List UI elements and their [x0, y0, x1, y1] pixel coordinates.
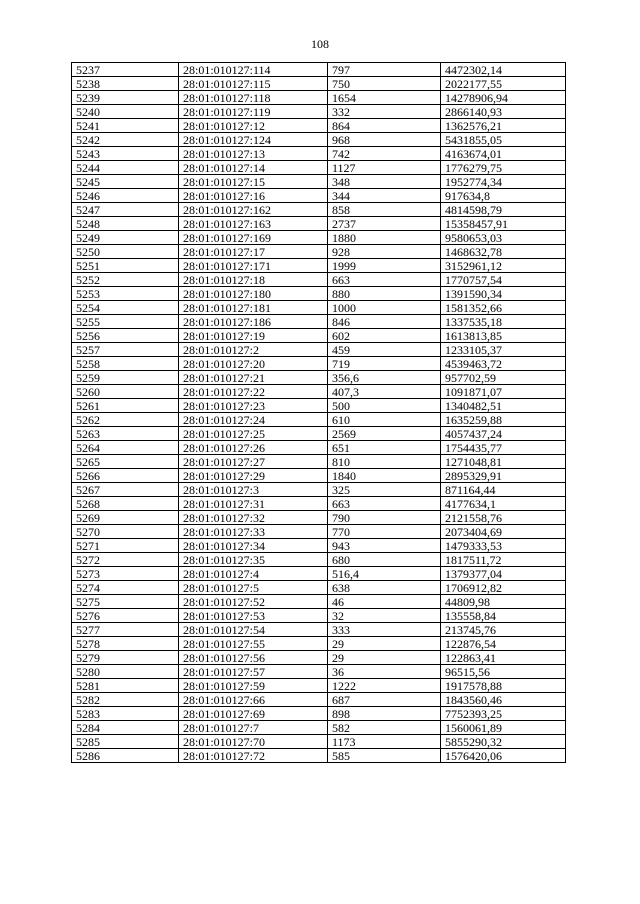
cadastral-number-cell: 28:01:010127:163 — [179, 217, 328, 231]
row-number-cell: 5270 — [72, 525, 179, 539]
value-cell: 1271048,81 — [441, 455, 566, 469]
cadastral-number-cell: 28:01:010127:25 — [179, 427, 328, 441]
cadastral-number-cell: 28:01:010127:5 — [179, 581, 328, 595]
row-number-cell: 5269 — [72, 511, 179, 525]
table-row — [72, 441, 566, 455]
table-row — [72, 189, 566, 203]
value-cell: 135558,84 — [441, 609, 566, 623]
table-row — [72, 245, 566, 259]
table-row — [72, 371, 566, 385]
row-number-cell: 5275 — [72, 595, 179, 609]
area-cell: 29 — [328, 637, 441, 651]
cadastral-number-cell: 28:01:010127:115 — [179, 77, 328, 91]
cadastral-number-cell: 28:01:010127:23 — [179, 399, 328, 413]
table-row — [72, 735, 566, 749]
cadastral-number-cell: 28:01:010127:180 — [179, 287, 328, 301]
area-cell: 46 — [328, 595, 441, 609]
table-row — [72, 231, 566, 245]
area-cell: 332 — [328, 105, 441, 119]
row-number-cell: 5238 — [72, 77, 179, 91]
value-cell: 1635259,88 — [441, 413, 566, 427]
value-cell: 2866140,93 — [441, 105, 566, 119]
table-row — [72, 385, 566, 399]
area-cell: 459 — [328, 343, 441, 357]
row-number-cell: 5276 — [72, 609, 179, 623]
area-cell: 1000 — [328, 301, 441, 315]
area-cell: 651 — [328, 441, 441, 455]
area-cell: 1173 — [328, 735, 441, 749]
row-number-cell: 5278 — [72, 637, 179, 651]
value-cell: 1337535,18 — [441, 315, 566, 329]
value-cell: 1754435,77 — [441, 441, 566, 455]
table-row — [72, 539, 566, 553]
table-row — [72, 497, 566, 511]
value-cell: 917634,8 — [441, 189, 566, 203]
area-cell: 1222 — [328, 679, 441, 693]
table-row — [72, 679, 566, 693]
row-number-cell: 5243 — [72, 147, 179, 161]
row-number-cell: 5258 — [72, 357, 179, 371]
area-cell: 2569 — [328, 427, 441, 441]
row-number-cell: 5237 — [72, 63, 179, 77]
row-number-cell: 5252 — [72, 273, 179, 287]
row-number-cell: 5262 — [72, 413, 179, 427]
cadastral-number-cell: 28:01:010127:32 — [179, 511, 328, 525]
value-cell: 4177634,1 — [441, 497, 566, 511]
table-row — [72, 203, 566, 217]
table-row — [72, 161, 566, 175]
area-cell: 602 — [328, 329, 441, 343]
row-number-cell: 5265 — [72, 455, 179, 469]
row-number-cell: 5264 — [72, 441, 179, 455]
area-cell: 750 — [328, 77, 441, 91]
cadastral-number-cell: 28:01:010127:27 — [179, 455, 328, 469]
table-row — [72, 581, 566, 595]
area-cell: 638 — [328, 581, 441, 595]
value-cell: 1776279,75 — [441, 161, 566, 175]
area-cell: 1654 — [328, 91, 441, 105]
value-cell: 2895329,91 — [441, 469, 566, 483]
area-cell: 680 — [328, 553, 441, 567]
table-row — [72, 287, 566, 301]
cadastral-number-cell: 28:01:010127:31 — [179, 497, 328, 511]
table-row — [72, 77, 566, 91]
table-row — [72, 259, 566, 273]
cadastral-number-cell: 28:01:010127:20 — [179, 357, 328, 371]
area-cell: 846 — [328, 315, 441, 329]
row-number-cell: 5281 — [72, 679, 179, 693]
value-cell: 96515,56 — [441, 665, 566, 679]
value-cell: 5855290,32 — [441, 735, 566, 749]
cadastral-number-cell: 28:01:010127:2 — [179, 343, 328, 357]
cadastral-number-cell: 28:01:010127:18 — [179, 273, 328, 287]
row-number-cell: 5279 — [72, 651, 179, 665]
table-row — [72, 273, 566, 287]
cadastral-number-cell: 28:01:010127:12 — [179, 119, 328, 133]
value-cell: 1613813,85 — [441, 329, 566, 343]
area-cell: 880 — [328, 287, 441, 301]
area-cell: 32 — [328, 609, 441, 623]
table-row — [72, 651, 566, 665]
cadastral-number-cell: 28:01:010127:7 — [179, 721, 328, 735]
value-cell: 1479333,53 — [441, 539, 566, 553]
value-cell: 2073404,69 — [441, 525, 566, 539]
row-number-cell: 5284 — [72, 721, 179, 735]
cadastral-number-cell: 28:01:010127:162 — [179, 203, 328, 217]
row-number-cell: 5272 — [72, 553, 179, 567]
area-cell: 1880 — [328, 231, 441, 245]
value-cell: 4539463,72 — [441, 357, 566, 371]
table-row — [72, 329, 566, 343]
table-row — [72, 595, 566, 609]
table-row — [72, 749, 566, 763]
value-cell: 1091871,07 — [441, 385, 566, 399]
row-number-cell: 5260 — [72, 385, 179, 399]
row-number-cell: 5271 — [72, 539, 179, 553]
value-cell: 213745,76 — [441, 623, 566, 637]
row-number-cell: 5257 — [72, 343, 179, 357]
area-cell: 1840 — [328, 469, 441, 483]
value-cell: 871164,44 — [441, 483, 566, 497]
area-cell: 407,3 — [328, 385, 441, 399]
value-cell: 2121558,76 — [441, 511, 566, 525]
cadastral-number-cell: 28:01:010127:171 — [179, 259, 328, 273]
table-row — [72, 483, 566, 497]
area-cell: 516,4 — [328, 567, 441, 581]
area-cell: 582 — [328, 721, 441, 735]
cadastral-number-cell: 28:01:010127:69 — [179, 707, 328, 721]
table-row — [72, 63, 566, 77]
table-row — [72, 343, 566, 357]
cadastral-number-cell: 28:01:010127:55 — [179, 637, 328, 651]
value-cell: 7752393,25 — [441, 707, 566, 721]
row-number-cell: 5255 — [72, 315, 179, 329]
cadastral-number-cell: 28:01:010127:186 — [179, 315, 328, 329]
parcel-table — [71, 62, 566, 763]
value-cell: 1560061,89 — [441, 721, 566, 735]
value-cell: 122863,41 — [441, 651, 566, 665]
cadastral-number-cell: 28:01:010127:118 — [179, 91, 328, 105]
row-number-cell: 5277 — [72, 623, 179, 637]
table-body — [72, 63, 566, 763]
cadastral-number-cell: 28:01:010127:21 — [179, 371, 328, 385]
row-number-cell: 5245 — [72, 175, 179, 189]
value-cell: 4472302,14 — [441, 63, 566, 77]
area-cell: 797 — [328, 63, 441, 77]
area-cell: 344 — [328, 189, 441, 203]
table-row — [72, 525, 566, 539]
value-cell: 4814598,79 — [441, 203, 566, 217]
cadastral-number-cell: 28:01:010127:3 — [179, 483, 328, 497]
cadastral-number-cell: 28:01:010127:35 — [179, 553, 328, 567]
area-cell: 36 — [328, 665, 441, 679]
value-cell: 14278906,94 — [441, 91, 566, 105]
cadastral-number-cell: 28:01:010127:33 — [179, 525, 328, 539]
cadastral-number-cell: 28:01:010127:70 — [179, 735, 328, 749]
row-number-cell: 5266 — [72, 469, 179, 483]
value-cell: 3152961,12 — [441, 259, 566, 273]
cadastral-number-cell: 28:01:010127:29 — [179, 469, 328, 483]
table-row — [72, 637, 566, 651]
value-cell: 1379377,04 — [441, 567, 566, 581]
area-cell: 348 — [328, 175, 441, 189]
value-cell: 1233105,37 — [441, 343, 566, 357]
row-number-cell: 5248 — [72, 217, 179, 231]
cadastral-number-cell: 28:01:010127:14 — [179, 161, 328, 175]
value-cell: 1817511,72 — [441, 553, 566, 567]
value-cell: 4163674,01 — [441, 147, 566, 161]
area-cell: 790 — [328, 511, 441, 525]
cadastral-number-cell: 28:01:010127:59 — [179, 679, 328, 693]
area-cell: 928 — [328, 245, 441, 259]
area-cell: 29 — [328, 651, 441, 665]
value-cell: 4057437,24 — [441, 427, 566, 441]
value-cell: 15358457,91 — [441, 217, 566, 231]
row-number-cell: 5261 — [72, 399, 179, 413]
area-cell: 742 — [328, 147, 441, 161]
cadastral-number-cell: 28:01:010127:16 — [179, 189, 328, 203]
area-cell: 719 — [328, 357, 441, 371]
row-number-cell: 5239 — [72, 91, 179, 105]
table-row — [72, 119, 566, 133]
row-number-cell: 5280 — [72, 665, 179, 679]
cadastral-number-cell: 28:01:010127:56 — [179, 651, 328, 665]
value-cell: 1770757,54 — [441, 273, 566, 287]
area-cell: 1999 — [328, 259, 441, 273]
table-row — [72, 315, 566, 329]
area-cell: 858 — [328, 203, 441, 217]
row-number-cell: 5253 — [72, 287, 179, 301]
value-cell: 1340482,51 — [441, 399, 566, 413]
cadastral-number-cell: 28:01:010127:4 — [179, 567, 328, 581]
row-number-cell: 5263 — [72, 427, 179, 441]
area-cell: 2737 — [328, 217, 441, 231]
page-number: 108 — [311, 37, 329, 51]
cadastral-number-cell: 28:01:010127:114 — [179, 63, 328, 77]
row-number-cell: 5274 — [72, 581, 179, 595]
row-number-cell: 5283 — [72, 707, 179, 721]
row-number-cell: 5240 — [72, 105, 179, 119]
table-row — [72, 217, 566, 231]
area-cell: 687 — [328, 693, 441, 707]
table-row — [72, 553, 566, 567]
table-row — [72, 455, 566, 469]
area-cell: 356,6 — [328, 371, 441, 385]
area-cell: 968 — [328, 133, 441, 147]
cadastral-number-cell: 28:01:010127:72 — [179, 749, 328, 763]
table-row — [72, 427, 566, 441]
table-row — [72, 721, 566, 735]
area-cell: 610 — [328, 413, 441, 427]
area-cell: 585 — [328, 749, 441, 763]
row-number-cell: 5250 — [72, 245, 179, 259]
value-cell: 122876,54 — [441, 637, 566, 651]
value-cell: 1843560,46 — [441, 693, 566, 707]
row-number-cell: 5282 — [72, 693, 179, 707]
cadastral-number-cell: 28:01:010127:34 — [179, 539, 328, 553]
table-row — [72, 301, 566, 315]
area-cell: 333 — [328, 623, 441, 637]
value-cell: 1917578,88 — [441, 679, 566, 693]
row-number-cell: 5259 — [72, 371, 179, 385]
area-cell: 810 — [328, 455, 441, 469]
row-number-cell: 5254 — [72, 301, 179, 315]
area-cell: 1127 — [328, 161, 441, 175]
table-row — [72, 511, 566, 525]
table-row — [72, 707, 566, 721]
cadastral-number-cell: 28:01:010127:53 — [179, 609, 328, 623]
cadastral-number-cell: 28:01:010127:57 — [179, 665, 328, 679]
value-cell: 1362576,21 — [441, 119, 566, 133]
cadastral-number-cell: 28:01:010127:169 — [179, 231, 328, 245]
area-cell: 770 — [328, 525, 441, 539]
value-cell: 1706912,82 — [441, 581, 566, 595]
value-cell: 9580653,03 — [441, 231, 566, 245]
table-row — [72, 413, 566, 427]
value-cell: 2022177,55 — [441, 77, 566, 91]
row-number-cell: 5267 — [72, 483, 179, 497]
value-cell: 1581352,66 — [441, 301, 566, 315]
area-cell: 943 — [328, 539, 441, 553]
area-cell: 500 — [328, 399, 441, 413]
row-number-cell: 5251 — [72, 259, 179, 273]
cadastral-number-cell: 28:01:010127:19 — [179, 329, 328, 343]
table-row — [72, 567, 566, 581]
row-number-cell: 5273 — [72, 567, 179, 581]
table-row — [72, 147, 566, 161]
area-cell: 898 — [328, 707, 441, 721]
cadastral-number-cell: 28:01:010127:124 — [179, 133, 328, 147]
value-cell: 5431855,05 — [441, 133, 566, 147]
row-number-cell: 5268 — [72, 497, 179, 511]
cadastral-number-cell: 28:01:010127:52 — [179, 595, 328, 609]
area-cell: 864 — [328, 119, 441, 133]
area-cell: 663 — [328, 497, 441, 511]
area-cell: 325 — [328, 483, 441, 497]
value-cell: 1391590,34 — [441, 287, 566, 301]
cadastral-number-cell: 28:01:010127:54 — [179, 623, 328, 637]
cadastral-number-cell: 28:01:010127:22 — [179, 385, 328, 399]
cadastral-number-cell: 28:01:010127:24 — [179, 413, 328, 427]
table-row — [72, 133, 566, 147]
cadastral-number-cell: 28:01:010127:15 — [179, 175, 328, 189]
table-row — [72, 91, 566, 105]
table-row — [72, 665, 566, 679]
table-row — [72, 693, 566, 707]
row-number-cell: 5244 — [72, 161, 179, 175]
table-row — [72, 609, 566, 623]
area-cell: 663 — [328, 273, 441, 287]
value-cell: 44809,98 — [441, 595, 566, 609]
cadastral-number-cell: 28:01:010127:181 — [179, 301, 328, 315]
row-number-cell: 5256 — [72, 329, 179, 343]
row-number-cell: 5241 — [72, 119, 179, 133]
row-number-cell: 5247 — [72, 203, 179, 217]
table-row — [72, 399, 566, 413]
table-row — [72, 175, 566, 189]
value-cell: 957702,59 — [441, 371, 566, 385]
row-number-cell: 5242 — [72, 133, 179, 147]
table-row — [72, 469, 566, 483]
value-cell: 1576420,06 — [441, 749, 566, 763]
cadastral-number-cell: 28:01:010127:13 — [179, 147, 328, 161]
cadastral-number-cell: 28:01:010127:66 — [179, 693, 328, 707]
value-cell: 1468632,78 — [441, 245, 566, 259]
cadastral-number-cell: 28:01:010127:17 — [179, 245, 328, 259]
value-cell: 1952774,34 — [441, 175, 566, 189]
row-number-cell: 5246 — [72, 189, 179, 203]
table-row — [72, 105, 566, 119]
row-number-cell: 5285 — [72, 735, 179, 749]
table-row — [72, 623, 566, 637]
cadastral-number-cell: 28:01:010127:26 — [179, 441, 328, 455]
row-number-cell: 5249 — [72, 231, 179, 245]
table-row — [72, 357, 566, 371]
row-number-cell: 5286 — [72, 749, 179, 763]
cadastral-number-cell: 28:01:010127:119 — [179, 105, 328, 119]
